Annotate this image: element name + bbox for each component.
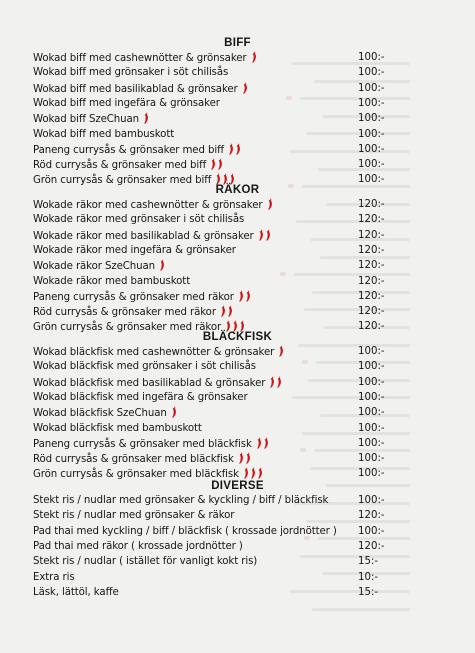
spice-level-indicator <box>159 259 166 271</box>
menu-item-name: Wokad bläckfisk SzeChuan <box>33 406 178 421</box>
menu-item-price: 120:- <box>358 214 385 226</box>
menu-item-price: 120:- <box>358 275 385 287</box>
chili-pepper-icon <box>245 290 251 302</box>
menu-item-name: Paneng currysås & grönsaker med bläckfisk <box>33 437 270 452</box>
menu-item-name: Wokad bläckfisk med bambuskott <box>33 422 202 434</box>
spice-level-indicator <box>238 452 252 464</box>
menu-item-name: Röd currysås & grönsaker med bläckfisk <box>33 452 252 467</box>
menu-item-name: Wokad bläckfisk med cashewnötter & grönsaker <box>33 345 285 360</box>
chili-pepper-icon <box>227 305 233 317</box>
menu-item-price: 120:- <box>358 321 385 333</box>
menu-item-price: 15:- <box>358 586 379 598</box>
menu-item-price: 15:- <box>358 556 379 568</box>
section-heading: BIFF <box>224 37 251 49</box>
menu-item-price: 120:- <box>358 306 385 318</box>
menu-item-name: Paneng currysås & grönsaker med räkor <box>33 290 252 305</box>
menu-item <box>0 213 475 227</box>
menu-item-name: Pad thai med kyckling / biff / bläckfisk ( krossade jordnötter ) <box>33 525 337 537</box>
menu-item <box>0 244 475 258</box>
menu-item-name: Grön currysås & grönsaker med räkor <box>33 320 246 335</box>
menu-item-price: 100:- <box>358 376 385 388</box>
menu-item-price: 100:- <box>358 422 385 434</box>
menu-item <box>0 143 475 157</box>
chili-pepper-icon <box>238 452 244 464</box>
spice-level-indicator <box>242 82 249 94</box>
menu-item <box>0 158 475 172</box>
menu-item-price: 100:- <box>358 82 385 94</box>
menu-item-name: Stekt ris / nudlar med grönsaker & kyckling / biff / bläckfisk <box>33 495 329 506</box>
menu-item <box>0 525 475 539</box>
menu-item-name: Pad thai med räkor ( krossade jordnötter ) <box>33 540 243 552</box>
chili-pepper-icon <box>269 376 275 388</box>
menu-item <box>0 290 475 304</box>
menu-item-price: 120:- <box>358 290 385 302</box>
chili-pepper-icon <box>235 143 241 155</box>
menu-item-price: 100:- <box>358 453 385 465</box>
chili-pepper-icon <box>265 229 271 241</box>
menu-item <box>0 376 475 390</box>
menu-item-name: Wokad bläckfisk med grönsaker i söt chilisås <box>33 361 256 373</box>
menu-item <box>0 406 475 420</box>
menu-item-name: Wokad biff med bambuskott <box>33 128 175 140</box>
menu-item-price: 100:- <box>358 113 385 125</box>
menu-item-name: Wokade räkor med ingefära & grönsaker <box>33 244 236 256</box>
menu-item <box>0 571 475 585</box>
menu-item-name: Röd currysås & grönsaker med biff <box>33 158 224 173</box>
menu-item-price: 100:- <box>358 437 385 449</box>
chili-pepper-icon <box>263 437 269 449</box>
menu-item <box>0 229 475 243</box>
menu-item-price: 100:- <box>358 159 385 171</box>
spice-level-indicator <box>269 376 283 388</box>
menu-item-price: 120:- <box>358 260 385 272</box>
spice-level-indicator <box>278 345 285 357</box>
menu-item-name: Wokade räkor med cashewnötter & grönsaker <box>33 198 274 213</box>
spice-level-indicator <box>210 158 224 170</box>
menu-item-name: Grön currysås & grönsaker med bläckfisk <box>33 467 264 482</box>
menu-item <box>0 198 475 212</box>
menu-item-name: Paneng currysås & grönsaker med biff <box>33 143 242 158</box>
menu-item-name: Wokade räkor med bambuskott <box>33 275 191 287</box>
menu-item-price: 100:- <box>358 468 385 480</box>
menu-item-price: 100:- <box>358 346 385 357</box>
menu-item-price: 100:- <box>358 128 385 140</box>
menu-item-name: Wokad biff med basilikablad & grönsaker <box>33 82 249 97</box>
menu-item-name: Läsk, lättöl, kaffe <box>33 586 119 598</box>
chili-pepper-icon <box>257 467 263 479</box>
chili-pepper-icon <box>217 158 223 170</box>
spice-level-indicator <box>220 305 234 317</box>
chili-pepper-icon <box>243 467 249 479</box>
chili-pepper-icon <box>242 82 248 94</box>
menu-item-name: Wokad biff med ingefära & grönsaker <box>33 97 220 109</box>
menu-item-price: 100:- <box>358 143 385 155</box>
menu-item-price: 100:- <box>358 52 385 63</box>
menu-item <box>0 275 475 289</box>
chili-pepper-icon <box>251 51 257 63</box>
chili-pepper-icon <box>143 112 149 124</box>
spice-level-indicator <box>228 143 242 155</box>
menu-item <box>0 540 475 554</box>
menu-item-price: 120:- <box>358 510 385 522</box>
menu-item <box>0 97 475 111</box>
spice-level-indicator <box>258 229 272 241</box>
menu-item-name: Wokad biff SzeChuan <box>33 112 150 127</box>
menu-item-name: Wokad bläckfisk med ingefära & grönsaker <box>33 391 248 403</box>
menu-item <box>0 259 475 273</box>
chili-pepper-icon <box>171 406 177 418</box>
menu-item-name: Röd currysås & grönsaker med räkor <box>33 305 234 320</box>
menu-item-name: Wokade räkor med grönsaker i söt chilisås <box>33 214 245 226</box>
menu-item-price: 100:- <box>358 174 385 186</box>
chili-pepper-icon <box>267 198 273 210</box>
chili-pepper-icon <box>238 290 244 302</box>
chili-pepper-icon <box>228 143 234 155</box>
chili-pepper-icon <box>159 259 165 271</box>
menu-item-price: 120:- <box>358 199 385 210</box>
chili-pepper-icon <box>250 467 256 479</box>
chili-pepper-icon <box>278 345 284 357</box>
menu-item-name: Wokad biff med cashewnötter & grönsaker <box>33 51 258 66</box>
menu-item-price: 100:- <box>358 97 385 109</box>
menu-item <box>0 112 475 126</box>
menu-item-price: 100:- <box>358 407 385 419</box>
section-heading: BLÄCKFISK <box>202 331 273 343</box>
menu-item-price: 100:- <box>358 495 385 506</box>
menu-item-name: Extra ris <box>33 571 75 583</box>
menu-item <box>0 452 475 466</box>
menu-item-name: Stekt ris / nudlar med grönsaker & räkor <box>33 510 235 522</box>
spice-level-indicator <box>251 51 258 63</box>
chili-pepper-icon <box>256 437 262 449</box>
chili-pepper-icon <box>276 376 282 388</box>
menu-item-price: 100:- <box>358 525 385 537</box>
menu-item <box>0 305 475 319</box>
spice-level-indicator <box>171 406 178 418</box>
menu-item <box>0 360 475 374</box>
menu-item <box>0 51 475 65</box>
section-heading: DIVERSE <box>211 480 264 492</box>
menu-item <box>0 437 475 451</box>
menu-item-price: 120:- <box>358 540 385 552</box>
menu-item-price: 100:- <box>358 361 385 373</box>
menu-item <box>0 66 475 80</box>
menu-item-name: Wokad biff med grönsaker i söt chilisås <box>33 67 229 79</box>
menu-item-name: Wokade räkor SzeChuan <box>33 259 166 274</box>
menu-item-name: Stekt ris / nudlar ( istället för vanligt kokt ris) <box>33 556 258 568</box>
menu-item <box>0 422 475 436</box>
section-heading: RÄKOR <box>215 184 260 196</box>
menu-item <box>0 494 475 508</box>
spice-level-indicator <box>143 112 150 124</box>
menu-item-price: 100:- <box>358 391 385 403</box>
spice-level-indicator <box>238 290 252 302</box>
menu-item <box>0 345 475 359</box>
menu-item-name: Grön currysås & grönsaker med biff <box>33 173 236 188</box>
menu-item <box>0 555 475 569</box>
spice-level-indicator <box>243 467 264 479</box>
spice-level-indicator <box>256 437 270 449</box>
menu-item <box>0 128 475 142</box>
menu-item-name: Wokade räkor med basilikablad & grönsaker <box>33 229 272 244</box>
menu-item <box>0 391 475 405</box>
menu-item-price: 100:- <box>358 67 385 79</box>
chili-pepper-icon <box>258 229 264 241</box>
chili-pepper-icon <box>245 452 251 464</box>
menu-item-price: 120:- <box>358 244 385 256</box>
menu-item <box>0 586 475 600</box>
menu-item-price: 10:- <box>358 571 379 583</box>
menu-item-price: 120:- <box>358 229 385 241</box>
menu-item <box>0 82 475 96</box>
chili-pepper-icon <box>210 158 216 170</box>
spice-level-indicator <box>267 198 274 210</box>
chili-pepper-icon <box>220 305 226 317</box>
menu-item-name: Wokad bläckfisk med basilikablad & grönsaker <box>33 376 283 391</box>
menu-item <box>0 509 475 523</box>
